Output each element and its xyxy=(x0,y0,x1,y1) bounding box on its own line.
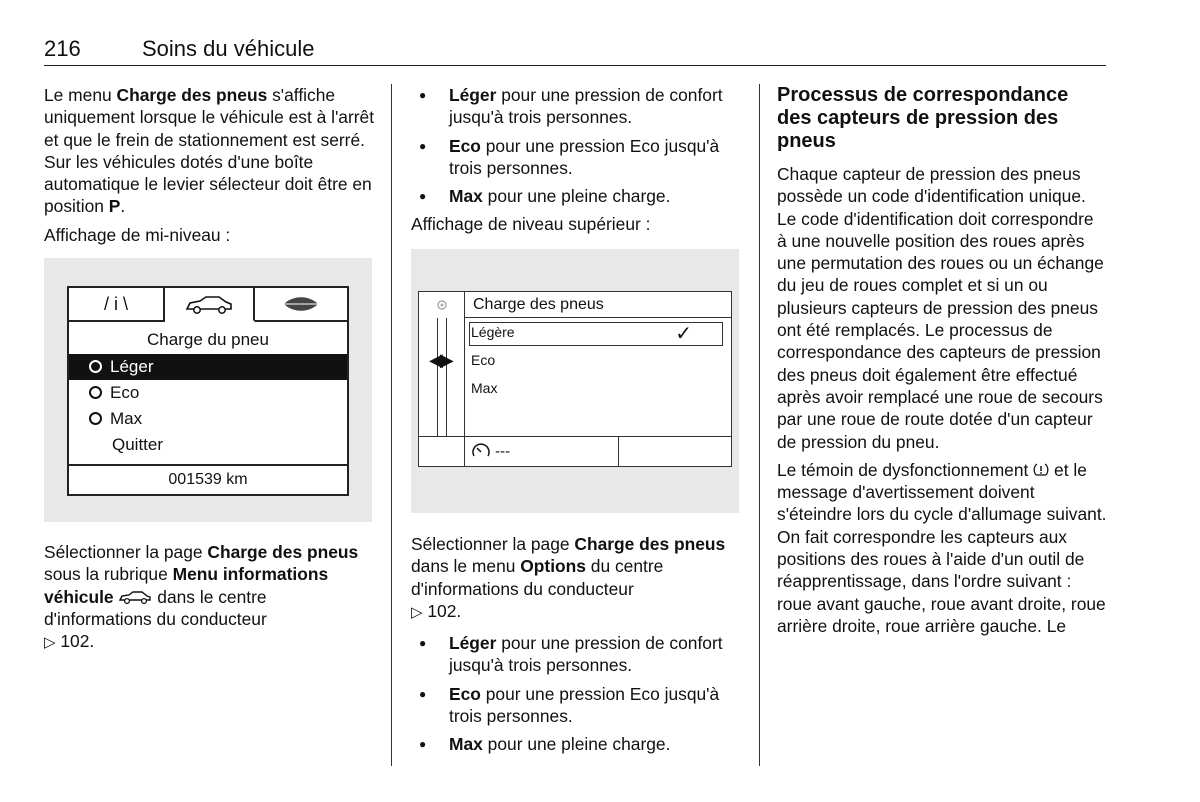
row-light: Légère xyxy=(471,324,515,340)
tab-road: / i \ xyxy=(69,288,165,320)
gauge-icon xyxy=(471,442,491,460)
figure-mid-level-display xyxy=(44,258,372,522)
column-1-lower xyxy=(44,541,376,660)
page-title: Soins du véhicule xyxy=(142,36,315,61)
column-1 xyxy=(44,84,376,252)
column-2 xyxy=(411,84,741,242)
screen-title: Charge du pneu xyxy=(147,330,269,349)
paragraph: Le témoin de dysfonctionnement et le message d'avertissement doivent s'éteindre lors du cycle d'allumage suivant. On fait correspondre les capteurs aux positions des roues à l'aide d'un outil de réapprentissage, dans l'ordre suivant : roue avant gauche, roue avant droite, roue arrière droite, roue arrière gauche. Le xyxy=(777,459,1107,636)
list-item: ● Eco pour une pression Eco jusqu'à trois personnes. xyxy=(411,135,741,180)
display-tabs xyxy=(69,288,347,322)
car-icon xyxy=(118,590,152,604)
tab-vehicle xyxy=(165,288,255,322)
select-paragraph: Sélectionner la page Charge des pneus dans le menu Options du centre d'informations du conducteur ▷ 102. xyxy=(411,534,726,621)
row-max: Max xyxy=(471,380,498,396)
footer-value: --- xyxy=(495,443,511,460)
select-paragraph: Sélectionner la page Charge des pneus sous la rubrique Menu informations véhicule dans le centre d'informations du conducteur ▷ 102. xyxy=(44,542,359,652)
mid-level-label: Affichage de mi-niveau : xyxy=(44,224,231,245)
checkmark-icon: ✓ xyxy=(675,323,692,345)
page-number: 216 xyxy=(44,36,81,61)
option-light: Léger xyxy=(69,354,347,380)
load-options-list xyxy=(411,632,741,755)
section-heading: Processus de correspondance des capteurs de pression des pneus xyxy=(777,84,1069,152)
mid-level-screen xyxy=(67,286,349,496)
column-2-lower xyxy=(411,533,741,762)
left-right-arrows-icon: ◀▶ xyxy=(429,350,451,370)
list-item: ● Eco pour une pression Eco jusqu'à trois personnes. xyxy=(411,683,741,728)
tire-pressure-warning-icon xyxy=(1033,462,1049,478)
list-item: ● Max pour une pleine charge. xyxy=(411,185,741,207)
column-3 xyxy=(777,84,1107,643)
list-item: ● Max pour une pleine charge. xyxy=(411,733,741,755)
load-options-list xyxy=(411,84,741,207)
page-header xyxy=(44,36,1106,66)
leaf-icon xyxy=(281,295,321,313)
settings-icon xyxy=(434,297,450,313)
tab-eco xyxy=(255,288,347,320)
screen-footer xyxy=(419,436,731,466)
figure-upper-level-display xyxy=(411,249,739,513)
option-max: Max xyxy=(69,406,347,432)
column-divider xyxy=(759,84,760,766)
row-eco: Eco xyxy=(471,352,496,368)
option-eco: Eco xyxy=(69,380,347,406)
column-divider xyxy=(391,84,392,766)
screen-title: Charge des pneus xyxy=(465,292,731,318)
upper-level-label: Affichage de niveau supérieur : xyxy=(411,214,651,235)
car-icon xyxy=(184,294,234,314)
paragraph: Chaque capteur de pression des pneus possède un code d'identification unique. Le code d'identification doit correspondre à une nouvelle position des roues après une permutation des roues ou un échange du jeu de roues complet et si un ou plusieurs capteurs de pression des pneus ont été remplacés. Le processus de correspondance des capteurs de pression des pneus doit également être effectué après avoir remplacé une roue de secours par une roue de route dotée d'un capteur de pression du pneu. xyxy=(777,164,1104,452)
odometer: 001539 km xyxy=(69,464,347,494)
list-item: ● Léger pour une pression de confort jusqu'à trois personnes. xyxy=(411,632,741,677)
option-quit: Quitter xyxy=(112,435,164,454)
page-reference-icon: ▷ xyxy=(44,634,56,652)
radio-icon xyxy=(89,412,102,425)
intro-paragraph: Le menu Charge des pneus s'affiche uniquement lorsque le véhicule est à l'arrêt et que le frein de stationnement est serré. Sur les véhicules dotés d'une boîte automatique le levier sélecteur doit être en position P. xyxy=(44,85,375,217)
upper-level-screen xyxy=(418,291,732,467)
list-item: ● Léger pour une pression de confort jusqu'à trois personnes. xyxy=(411,84,741,129)
radio-icon xyxy=(89,386,102,399)
radio-icon xyxy=(89,360,102,373)
page-reference-icon: ▷ xyxy=(411,603,423,621)
